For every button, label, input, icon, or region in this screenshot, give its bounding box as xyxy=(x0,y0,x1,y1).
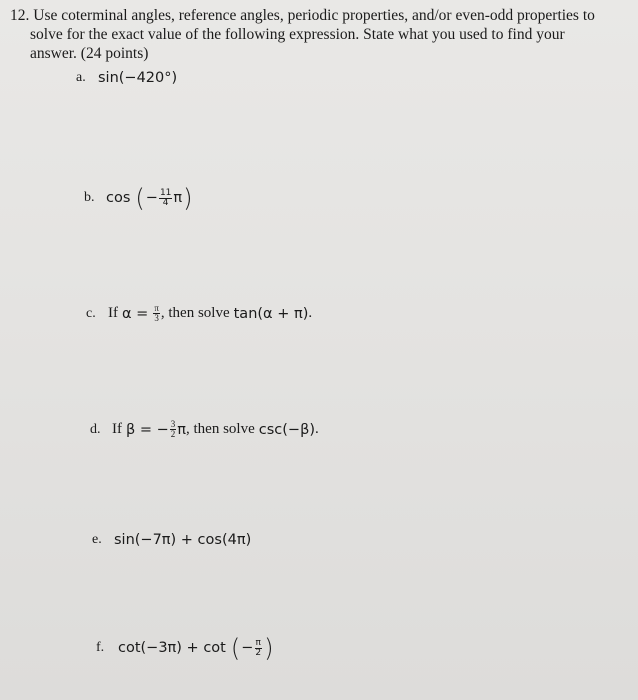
part-c-denominator: 3 xyxy=(154,313,159,323)
part-e-label: e. xyxy=(92,532,102,547)
part-f-numerator: π xyxy=(255,637,261,648)
part-f-fraction xyxy=(254,639,262,658)
part-c-variable: α = xyxy=(122,305,149,322)
part-f-sign: − xyxy=(241,640,254,656)
part-d-fraction xyxy=(170,420,177,439)
part-b-pi: π xyxy=(173,190,183,206)
part-b-numerator: 11 xyxy=(159,187,172,198)
part-b-function: cos xyxy=(106,190,131,206)
part-c-lead: If xyxy=(108,305,118,321)
part-c-expression: tan(α + π) xyxy=(233,305,309,322)
part-e-expression: sin(−7π) + cos(4π) xyxy=(114,532,252,548)
part-c-fraction xyxy=(153,304,160,323)
part-c-middle-text: , then solve xyxy=(160,305,230,321)
question-text-line-3: answer. (24 points) xyxy=(30,45,149,62)
part-d-variable: β = − xyxy=(126,421,169,438)
part-b-expression xyxy=(106,183,194,213)
right-paren: ) xyxy=(183,183,193,213)
part-c-period: . xyxy=(308,305,313,321)
right-paren: ) xyxy=(264,633,274,663)
part-b-label: b. xyxy=(84,190,95,205)
part-d-period: . xyxy=(314,421,319,437)
part-a-expression: sin(−420°) xyxy=(98,70,178,86)
part-f-expression-start: cot(−3π) + cot xyxy=(118,640,226,656)
part-d-expression: csc(−β) xyxy=(258,421,315,438)
left-paren: ( xyxy=(230,633,241,663)
part-b-fraction xyxy=(159,189,172,208)
part-d xyxy=(90,420,319,439)
part-f-expression xyxy=(118,633,274,663)
part-a xyxy=(76,70,177,86)
part-f-denominator: 2 xyxy=(255,647,262,658)
part-c-label: c. xyxy=(86,305,96,321)
part-c-numerator: π xyxy=(154,303,159,313)
part-d-pi: π xyxy=(177,421,187,438)
part-d-lead: If xyxy=(112,421,122,437)
part-f xyxy=(96,633,274,663)
part-a-label: a. xyxy=(76,70,86,85)
part-f-label: f. xyxy=(96,640,105,655)
part-b-denominator: 4 xyxy=(162,197,169,208)
part-d-numerator: 3 xyxy=(170,419,176,429)
part-b-sign: − xyxy=(145,190,158,206)
question-text-line-1: 12. Use coterminal angles, reference angles, periodic properties, and/or even-odd properties to xyxy=(10,7,595,24)
part-d-label: d. xyxy=(90,421,101,437)
part-b xyxy=(84,183,194,213)
part-d-middle-text: , then solve xyxy=(186,421,255,437)
part-c xyxy=(86,304,312,323)
part-e xyxy=(92,532,251,548)
left-paren: ( xyxy=(135,183,145,213)
part-d-denominator: 2 xyxy=(170,429,176,439)
question-text-line-2: solve for the exact value of the following expression. State what you used to find your xyxy=(30,26,565,43)
